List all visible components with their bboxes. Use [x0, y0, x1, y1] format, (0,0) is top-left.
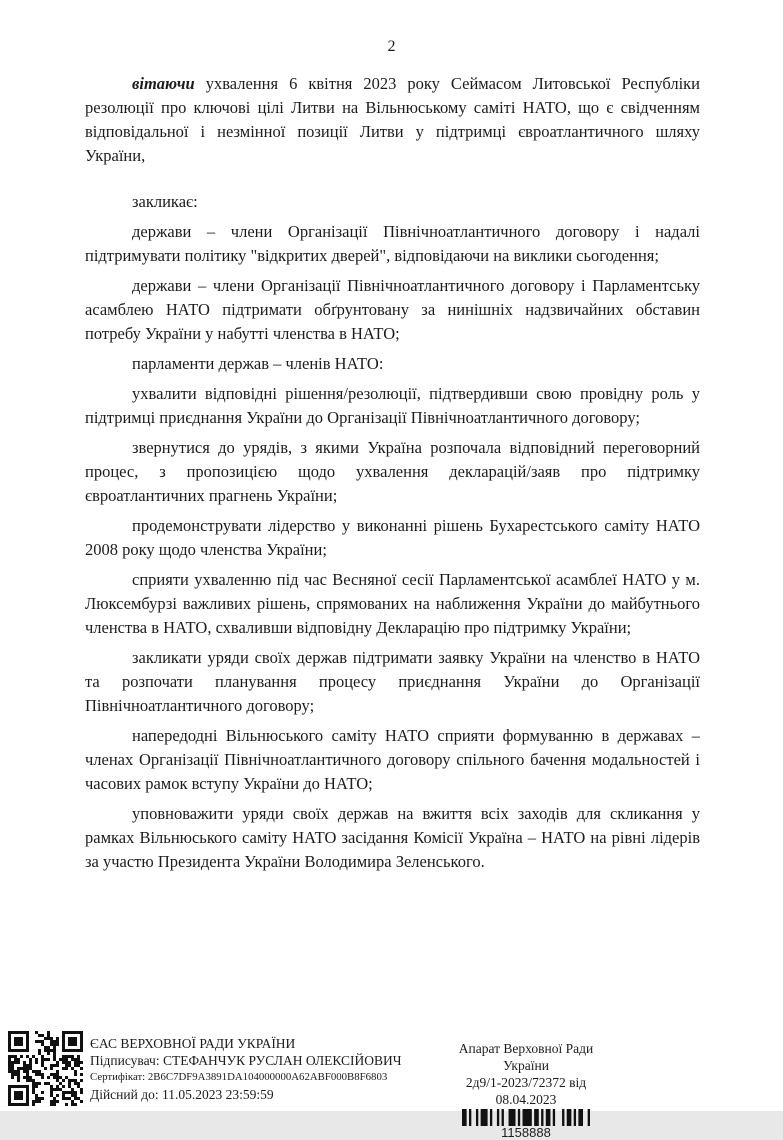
document-body: [85, 72, 700, 874]
qr-code-icon: [8, 1031, 83, 1106]
signature-signer: Підписувач: СТЕФАНЧУК РУСЛАН ОЛЕКСІЙОВИЧ: [90, 1053, 402, 1068]
page-number: 2: [387, 38, 396, 55]
paragraph-lead-word: вітаючи: [132, 74, 195, 93]
barcode-number: 1158888: [501, 1125, 551, 1140]
paragraph: уповноважити уряди своїх держав на вжиття всіх заходів для скликання у рамках Вільнюського саміту НАТО засідання Комісії Україна – НАТО на рівні лідерів за участю Президента України Володимира Зеленського.: [85, 804, 700, 871]
signature-certificate: Сертифікат: 2B6C7DF9A3891DA104000000A62ABF000B8F6803: [90, 1071, 388, 1083]
paragraph: сприяти ухваленню під час Весняної сесії Парламентської асамблеї НАТО у м. Люксембурзі важливих рішень, спрямованих на наближення України до майбутнього членства в НАТО, схваливши відповідну Декларацію про підтримку України;: [85, 570, 700, 637]
barcode-icon: [462, 1109, 590, 1126]
paragraph: закликає:: [132, 192, 198, 211]
paragraph: держави – члени Організації Північноатлантичного договору і надалі підтримувати політику "відкритих дверей", відповідаючи на виклики сьогодення;: [85, 222, 700, 265]
footer: [0, 1026, 783, 1140]
signature-valid-until: Дійсний до: 11.05.2023 23:59:59: [90, 1087, 274, 1102]
paragraph: ухвалити відповідні рішення/резолюції, підтвердивши свою провідну роль у підтримці приєднання України до Організації Північноатлантичного договору;: [85, 384, 700, 427]
signature-block: [90, 1035, 430, 1103]
paragraph: звернутися до урядів, з якими Україна розпочала відповідний переговорний процес, з пропозицією щодо ухвалення декларацій/заяв про підтримку євроатлантичних прагнень України;: [85, 438, 700, 505]
paragraph: держави – члени Організації Північноатлантичного договору і Парламентську асамблею НАТО підтримати обґрунтовану за нинішніх надзвичайних обставин потребу України у набутті членства в НАТО;: [85, 276, 700, 343]
paragraph: парламенти держав – членів НАТО:: [132, 354, 384, 373]
paragraph: напередодні Вільнюського саміту НАТО сприяти формуванню в державах – членах Організації Північноатлантичного договору спільного бачення модальностей і часових рамок вступу України до НАТО;: [85, 726, 700, 793]
signature-system: ЄАС ВЕРХОВНОЇ РАДИ УКРАЇНИ: [90, 1036, 296, 1051]
stamp-registration: 2д9/1-2023/72372 від 08.04.2023: [465, 1075, 587, 1107]
registration-stamp: [437, 1040, 615, 1140]
paragraph: закликати уряди своїх держав підтримати заявку України на членство в НАТО та розпочати планування процесу приєднання України до Організації Північноатлантичного договору;: [85, 648, 700, 715]
paragraph: вітаючи ухвалення 6 квітня 2023 року Сеймасом Литовської Республіки резолюції про ключові цілі Литви на Вільнюському саміті НАТО, що є свідченням відповідальної і незмінної позиції Литви у підтримці євроатлантичного шляху України,: [85, 74, 700, 165]
stamp-office: Апарат Верховної Ради України: [458, 1041, 594, 1073]
paragraph: продемонструвати лідерство у виконанні рішень Бухарестського саміту НАТО 2008 року щодо членства України;: [85, 516, 700, 559]
